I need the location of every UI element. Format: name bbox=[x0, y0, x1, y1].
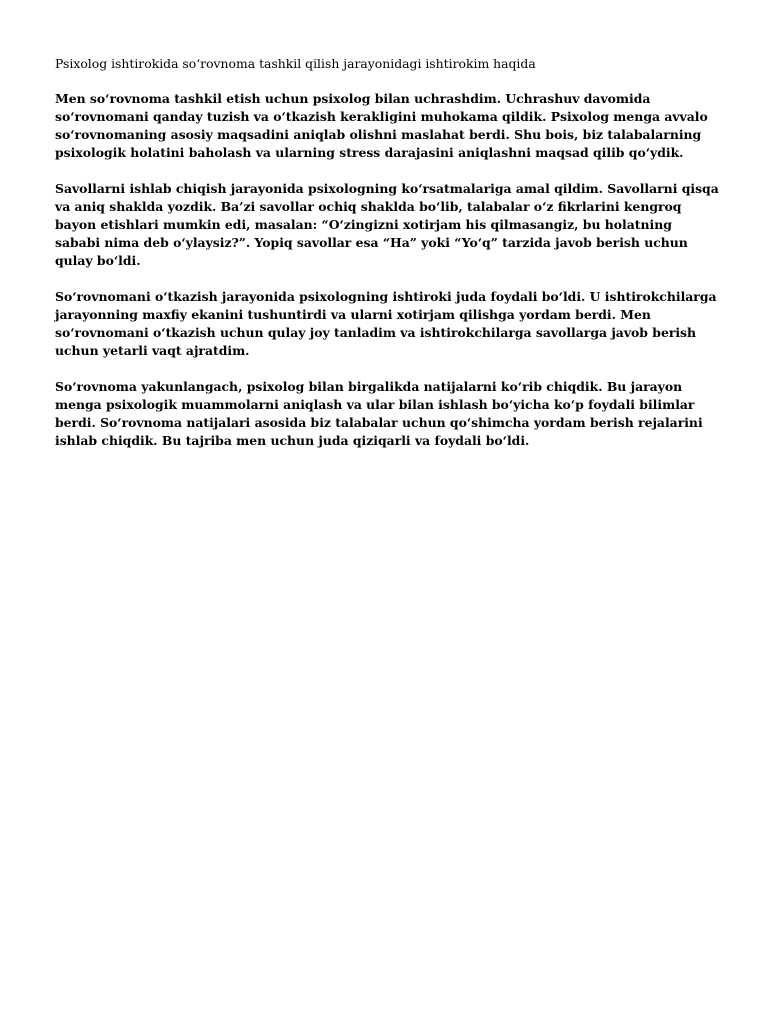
paragraph-results: So‘rovnoma yakunlangach, psixolog bilan birgalikda natijalarni ko‘rib chiqdik. Bu jarayon menga psixologik muammolarni aniqlash va ular bilan ishlash bo‘yicha ko‘p foydali bilimlar berdi. So‘rovnoma natijalari asosida biz talabalar uchun qo‘shimcha yordam berish rejalarini ishlab chiqdik. Bu tajriba men uchun juda qiziqarli va foydali bo‘ldi. bbox=[55, 379, 703, 448]
paragraph-questions: Savollarni ishlab chiqish jarayonida psixologning ko‘rsatmalariga amal qildim. Savollarni qisqa va aniq shaklda yozdik. Ba’zi savollar ochiq shaklda bo‘lib, talabalar o‘z fikrlarini kengroq bayon etishlari mumkin edi, masalan: “O‘zingizni xotirjam his qilmasangiz, bu holatning sababi nima deb o‘ylaysiz?”. Yopiq savollar esa “Ha” yoki “Yo‘q” tarzida javob berish uchun qulay bo‘ldi. bbox=[55, 181, 719, 268]
paragraph-conducting: So‘rovnomani o‘tkazish jarayonida psixologning ishtiroki juda foydali bo‘ldi. U ishtirokchilarga jarayonning maxfiy ekanini tushuntirdi va ularni xotirjam qilishga yordam berdi. Men so‘rovnomani o‘tkazish uchun qulay joy tanladim va ishtirokchilarga savollarga javob berish uchun yetarli vaqt ajratdim. bbox=[55, 289, 717, 358]
paragraph-meeting: Men so‘rovnoma tashkil etish uchun psixolog bilan uchrashdim. Uchrashuv davomida so‘rovnomani qanday tuzish va o‘tkazish kerakligini muhokama qildik. Psixolog menga avvalo so‘rovnomaning asosiy maqsadini aniqlab olishni maslahat berdi. Shu bois, biz talabalarning psixologik holatini baholash va ularning stress darajasini aniqlashni maqsad qilib qo‘ydik. bbox=[55, 91, 708, 160]
document-title: Psixolog ishtirokida so‘rovnoma tashkil qilish jarayonidagi ishtirokim haqida bbox=[55, 56, 536, 71]
document-page bbox=[55, 55, 720, 468]
